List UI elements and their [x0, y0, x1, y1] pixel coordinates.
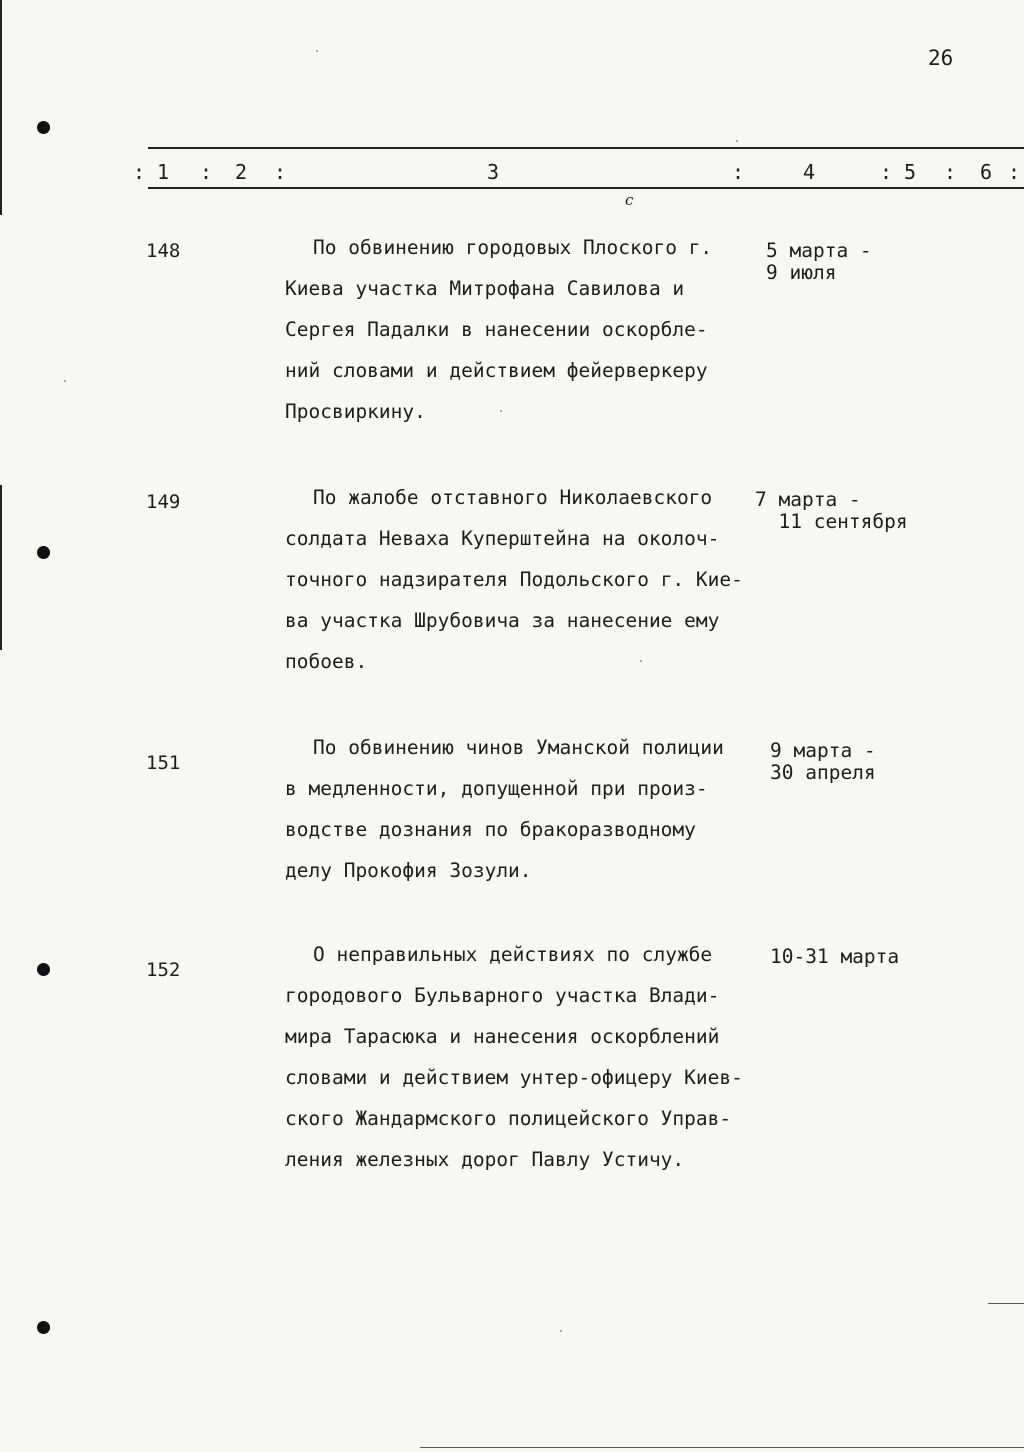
column-separator: :: [133, 160, 146, 184]
entry-dates: 10-31 марта: [770, 945, 900, 968]
page-number: 26: [928, 46, 954, 70]
scan-speck: [736, 140, 738, 142]
entry-description: О неправильных действиях по службе городового Бульварного участка Влади- мира Тарасюка и нанесения оскорблений словами и действием унтер-офицеру Киев- ского Жандармского полицейского Управ- ления железных дорог Павлу Устичу.: [285, 943, 743, 1171]
entry-number: 149: [146, 491, 181, 513]
column-separator: :: [944, 160, 957, 184]
column-separator: :: [274, 160, 287, 184]
scan-speck: [64, 380, 66, 382]
punch-hole: [37, 1321, 50, 1334]
column-number-1: 1: [157, 160, 170, 184]
entry-description: По обвинению городовых Плоского г. Киева участка Митрофана Савилова и Сергея Падалки в нанесении оскорбле- ний словами и действием фейерверкеру Просвиркину.: [285, 236, 713, 423]
entry-number: 151: [146, 752, 181, 774]
column-number-5: 5: [904, 160, 917, 184]
column-separator: :: [200, 160, 213, 184]
column-number-3: 3: [487, 160, 500, 184]
column-number-6: 6: [980, 160, 993, 184]
scan-mark: [988, 1303, 1024, 1304]
left-margin-line: [0, 485, 2, 650]
header-rule-top: [148, 147, 1024, 149]
scan-speck: [316, 50, 318, 52]
entry-dates: 5 марта - 9 июля: [766, 239, 872, 284]
column-separator: :: [1008, 160, 1021, 184]
handwritten-correction: с: [625, 191, 634, 209]
column-number-2: 2: [235, 160, 248, 184]
entry-number: 148: [146, 240, 181, 262]
left-margin-line: [0, 0, 2, 215]
punch-hole: [37, 546, 50, 559]
column-number-4: 4: [803, 160, 816, 184]
punch-hole: [37, 121, 50, 134]
entry-description: По обвинению чинов Уманской полиции в медленности, допущенной при произ- водстве дознания по бракоразводному делу Прокофия Зозули.: [285, 736, 724, 882]
scan-mark: [420, 1447, 1024, 1448]
entry-dates: 9 марта - 30 апреля: [770, 739, 876, 784]
header-rule-bottom: [148, 187, 1024, 189]
entry-dates: 7 марта - 11 сентября: [755, 488, 908, 533]
punch-hole: [37, 963, 50, 976]
entry-description: По жалобе отставного Николаевского солдата Неваха Куперштейна на околоч- точного надзирателя Подольского г. Кие- ва участка Шрубовича за нанесение ему побоев.: [285, 486, 743, 673]
scan-speck: [560, 1330, 562, 1332]
column-separator: :: [880, 160, 893, 184]
column-separator: :: [732, 160, 745, 184]
entry-number: 152: [146, 959, 181, 981]
